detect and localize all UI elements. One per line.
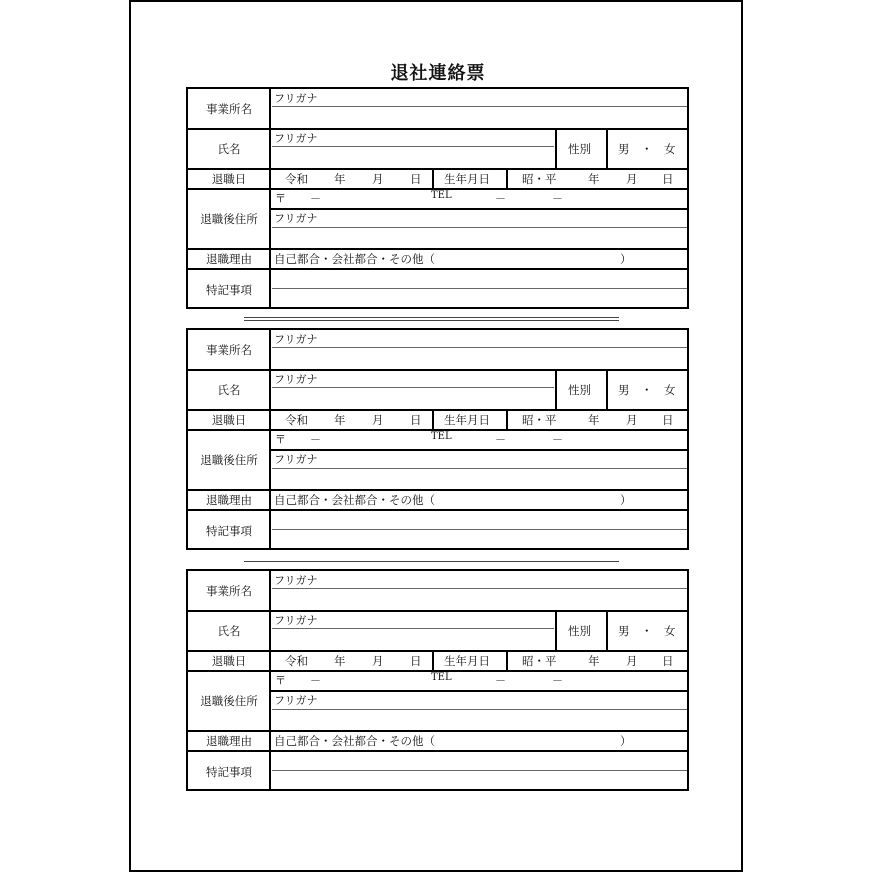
row-divider (188, 409, 687, 411)
address-label: 退職後住所 (200, 453, 258, 467)
retire-date-label: 退職日 (211, 172, 247, 186)
office-furigana: フリガナ (274, 574, 318, 587)
gender-divider (555, 369, 557, 409)
remarks-field[interactable] (272, 511, 687, 548)
retire-date-era: 令和 (285, 172, 308, 186)
address-field[interactable] (272, 710, 687, 729)
retire-day-unit: 日 (410, 654, 422, 668)
remarks-label: 特記事項 (206, 283, 252, 297)
tel-dash: － (552, 674, 563, 687)
gender-divider (606, 369, 608, 409)
birth-date-label: 生年月日 (444, 172, 490, 186)
birth-month-unit: 月 (626, 172, 638, 186)
row-divider (188, 650, 687, 652)
office-name-field[interactable] (272, 348, 687, 368)
office-name-field[interactable] (272, 589, 687, 609)
name-furigana: フリガナ (274, 132, 318, 145)
name-furigana: フリガナ (274, 614, 318, 627)
birth-divider (432, 409, 434, 429)
reason-options[interactable]: 自己都合・会社都合・その他（ (274, 493, 435, 507)
birth-year-unit: 年 (588, 654, 600, 668)
cut-line (244, 320, 619, 321)
address-furigana: フリガナ (274, 694, 318, 707)
reason-label: 退職理由 (206, 252, 252, 266)
tel-dash: － (495, 433, 506, 446)
office-furigana: フリガナ (274, 92, 318, 105)
gender-divider (555, 610, 557, 650)
retire-date-era: 令和 (285, 413, 308, 427)
birth-divider (432, 650, 434, 670)
birth-divider (506, 168, 508, 188)
birth-date-label: 生年月日 (444, 413, 490, 427)
tel-label: TEL (431, 190, 452, 201)
tel-label: TEL (431, 672, 452, 683)
gender-options[interactable]: 男 ・ 女 (618, 624, 676, 638)
office-furigana: フリガナ (274, 333, 318, 346)
name-label: 氏名 (217, 383, 241, 397)
birth-month-unit: 月 (626, 413, 638, 427)
remarks-field[interactable] (272, 270, 687, 307)
address-field[interactable] (272, 469, 687, 488)
label-column-divider (269, 330, 271, 548)
row-divider (188, 730, 687, 732)
row-divider (188, 168, 687, 170)
label-column-divider (269, 89, 271, 307)
office-label: 事業所名 (206, 584, 252, 598)
name-label: 氏名 (217, 624, 241, 638)
tel-dash: － (552, 192, 563, 205)
retire-month-unit: 月 (372, 413, 384, 427)
birth-day-unit: 日 (662, 413, 674, 427)
reason-close: ） (620, 493, 632, 507)
retire-year-unit: 年 (334, 172, 346, 186)
birth-date-label: 生年月日 (444, 654, 490, 668)
row-divider (270, 449, 687, 451)
retire-date-label: 退職日 (211, 413, 247, 427)
gender-divider (606, 128, 608, 168)
gender-options[interactable]: 男 ・ 女 (618, 383, 676, 397)
birth-era[interactable]: 昭・平 (522, 654, 557, 668)
reason-close: ） (620, 734, 632, 748)
retire-date-label: 退職日 (211, 654, 247, 668)
row-divider (188, 128, 687, 130)
birth-day-unit: 日 (662, 654, 674, 668)
postal-dash: － (310, 674, 321, 687)
row-divider (188, 248, 687, 250)
document-title: 退社連絡票 (390, 63, 486, 84)
birth-day-unit: 日 (662, 172, 674, 186)
reason-options[interactable]: 自己都合・会社都合・その他（ (274, 734, 435, 748)
reason-label: 退職理由 (206, 493, 252, 507)
address-field[interactable] (272, 228, 687, 247)
retire-date-era: 令和 (285, 654, 308, 668)
gender-options[interactable]: 男 ・ 女 (618, 142, 676, 156)
retire-year-unit: 年 (334, 413, 346, 427)
reason-options[interactable]: 自己都合・会社都合・その他（ (274, 252, 435, 266)
remarks-label: 特記事項 (206, 524, 252, 538)
office-label: 事業所名 (206, 102, 252, 116)
postal-dash: － (310, 192, 321, 205)
birth-era[interactable]: 昭・平 (522, 413, 557, 427)
row-divider (270, 208, 687, 210)
gender-divider (606, 610, 608, 650)
postal-mark: 〒 (275, 433, 286, 446)
retire-month-unit: 月 (372, 654, 384, 668)
reason-close: ） (620, 252, 632, 266)
birth-month-unit: 月 (626, 654, 638, 668)
name-field[interactable] (272, 388, 553, 408)
tel-dash: － (495, 192, 506, 205)
birth-year-unit: 年 (588, 413, 600, 427)
cut-line (244, 561, 619, 562)
name-field[interactable] (272, 147, 553, 167)
name-label: 氏名 (217, 142, 241, 156)
reason-label: 退職理由 (206, 734, 252, 748)
row-divider (270, 690, 687, 692)
birth-divider (432, 168, 434, 188)
postal-mark: 〒 (275, 192, 286, 205)
gender-label: 性別 (568, 624, 591, 638)
remarks-field[interactable] (272, 752, 687, 789)
postal-dash: － (310, 433, 321, 446)
row-divider (188, 610, 687, 612)
tel-dash: － (552, 433, 563, 446)
row-divider (188, 369, 687, 371)
birth-year-unit: 年 (588, 172, 600, 186)
address-label: 退職後住所 (200, 694, 258, 708)
birth-era[interactable]: 昭・平 (522, 172, 557, 186)
retirement-form-2 (186, 328, 689, 550)
retirement-form-1 (186, 87, 689, 309)
retirement-form-3 (186, 569, 689, 791)
birth-divider (506, 650, 508, 670)
gender-label: 性別 (568, 142, 591, 156)
tel-dash: － (495, 674, 506, 687)
birth-divider (506, 409, 508, 429)
retire-year-unit: 年 (334, 654, 346, 668)
office-name-field[interactable] (272, 107, 687, 127)
retire-month-unit: 月 (372, 172, 384, 186)
name-furigana: フリガナ (274, 373, 318, 386)
gender-divider (555, 128, 557, 168)
address-label: 退職後住所 (200, 212, 258, 226)
retire-day-unit: 日 (410, 413, 422, 427)
label-column-divider (269, 571, 271, 789)
tel-label: TEL (431, 431, 452, 442)
postal-mark: 〒 (275, 674, 286, 687)
name-field[interactable] (272, 629, 553, 649)
cut-line (244, 317, 619, 318)
row-divider (188, 489, 687, 491)
retire-day-unit: 日 (410, 172, 422, 186)
address-furigana: フリガナ (274, 212, 318, 225)
address-furigana: フリガナ (274, 453, 318, 466)
remarks-label: 特記事項 (206, 765, 252, 779)
office-label: 事業所名 (206, 343, 252, 357)
gender-label: 性別 (568, 383, 591, 397)
